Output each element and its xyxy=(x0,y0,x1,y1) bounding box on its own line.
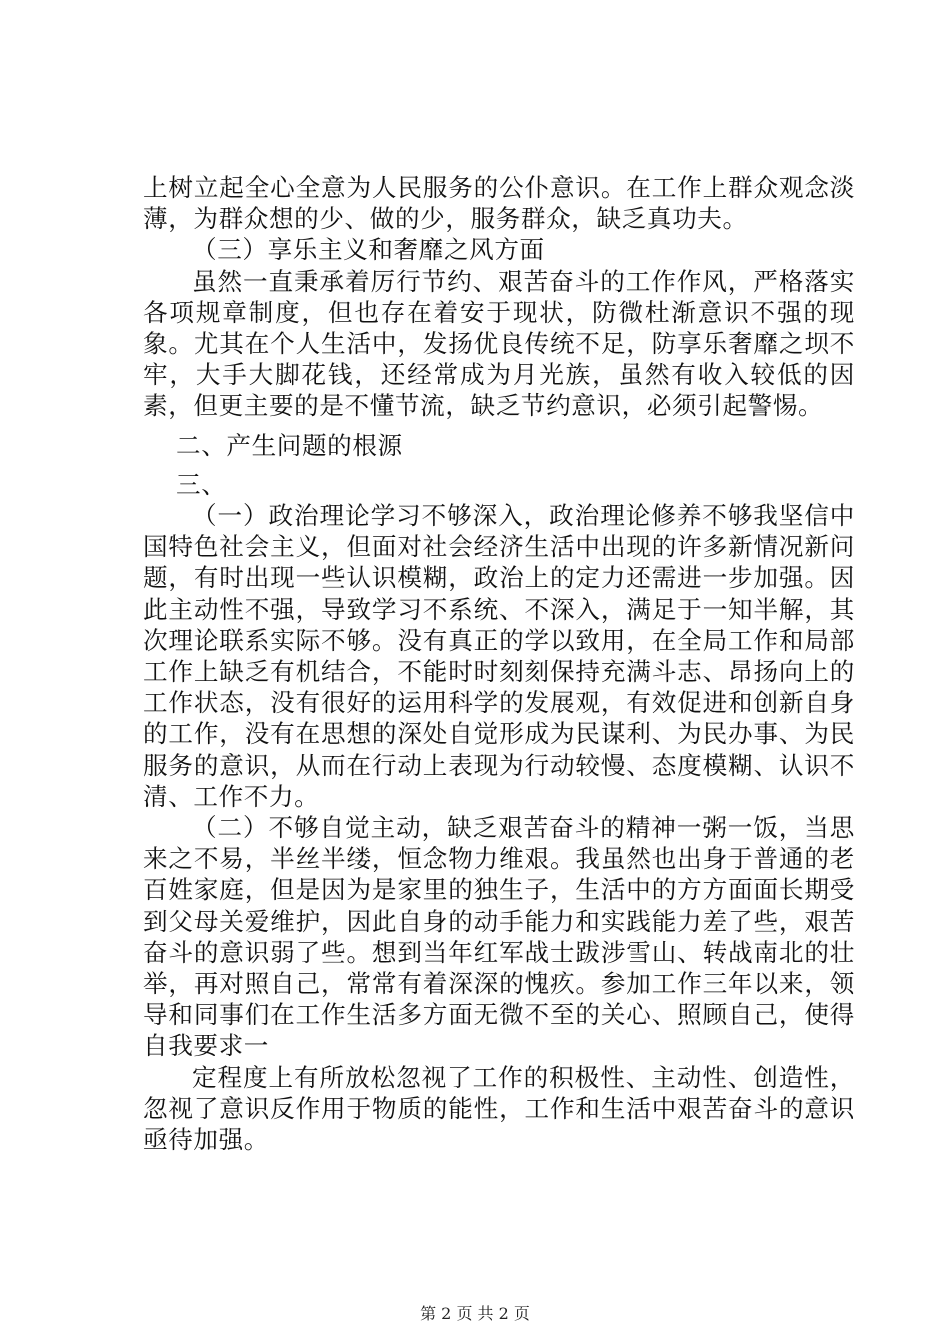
paragraph-hard-work: （二）不够自觉主动，缺乏艰苦奋斗的精神一粥一饭，当思来之不易，半丝半缕，恒念物力维艰。我虽然也出身于普通的老百姓家庭，但是因为是家里的独生子，生活中的方方面面长期受到父母关爱维护，因此自身的动手能力和实践能力差了些，艰苦奋斗的意识弱了些。想到当年红军战士跋涉雪山、转战南北的壮举，再对照自己，常常有着深深的愧疚。参加工作三年以来，领导和同事们在工作生活多方面无微不至的关心、照顾自己，使得自我要求一 xyxy=(143,813,855,1061)
paragraph-conclusion: 定程度上有所放松忽视了工作的积极性、主动性、创造性，忽视了意识反作用于物质的能性，工作和生活中艰苦奋斗的意识亟待加强。 xyxy=(143,1062,855,1155)
paragraph-continuation: 上树立起全心全意为人民服务的公仆意识。在工作上群众观念淡薄，为群众想的少、做的少，服务群众，缺乏真功夫。 xyxy=(143,173,855,234)
section-heading-root-causes: 二、产生问题的根源 xyxy=(176,430,403,460)
document-body xyxy=(143,172,855,1155)
paragraph-hedonism: 虽然一直秉承着厉行节约、艰苦奋斗的工作作风，严格落实各项规章制度，但也存在着安于现状，防微杜渐意识不强的现象。尤其在个人生活中，发扬优良传统不足，防享乐奢靡之坝不牢，大手大脚花钱，还经常成为月光族，虽然有收入较低的因素，但更主要的是不懂节流，缺乏节约意识，必须引起警惕。 xyxy=(143,266,855,421)
section-heading-three: 三、 xyxy=(176,469,227,499)
paragraph-political-theory: （一）政治理论学习不够深入，政治理论修养不够我坚信中国特色社会主义，但面对社会经济生活中出现的许多新情况新问题，有时出现一些认识模糊，政治上的定力还需进一步加强。因此主动性不强，导致学习不系统、不深入，满足于一知半解，其次理论联系实际不够。没有真正的学以致用，在全局工作和局部工作上缺乏有机结合，不能时时刻刻保持充满斗志、昂扬向上的工作状态，没有很好的运用科学的发展观，有效促进和创新自身的工作，没有在思想的深处自觉形成为民谋利、为民办事、为民服务的意识，从而在行动上表现为行动较慢、态度模糊、认识不清、工作不力。 xyxy=(143,501,855,811)
page-footer xyxy=(0,1304,950,1324)
section-heading-hedonism: （三）享乐主义和奢靡之风方面 xyxy=(192,235,545,265)
page-number-label: 第 2 页 共 2 页 xyxy=(420,1304,530,1323)
